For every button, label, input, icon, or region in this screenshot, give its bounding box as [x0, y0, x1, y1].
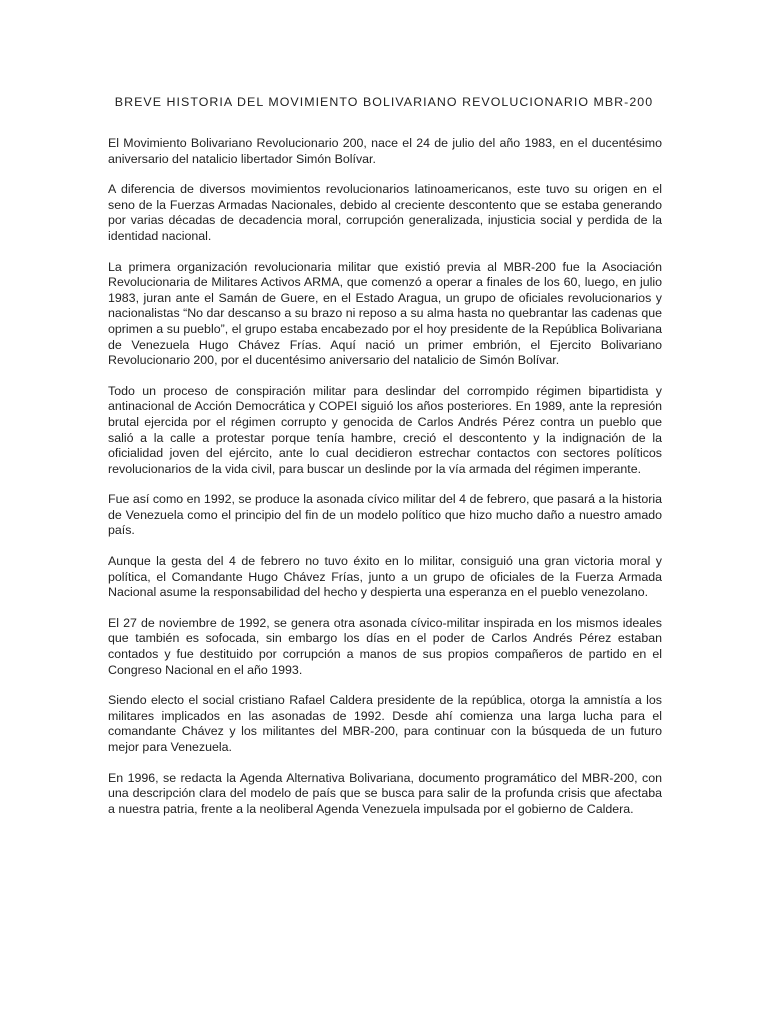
paragraph-origin: A diferencia de diversos movimientos revolucionarios latinoamericanos, este tuvo su origen en el seno de la Fuerzas Armadas Nacionales, debido al creciente descontento que se estaba generando por varias décadas de decadencia moral, corrupción generalizada, injusticia social y perdida de la identidad nacional.: [108, 182, 662, 243]
paragraph-founding: El Movimiento Bolivariano Revolucionario 200, nace el 24 de julio del año 1983, en el ducentésimo aniversario del natalicio libertador Simón Bolívar.: [108, 136, 662, 166]
paragraph-amnesty: Siendo electo el social cristiano Rafael Caldera presidente de la república, otorga la amnistía a los militares implicados en las asonadas de 1992. Desde ahí comienza una larga lucha para el comandante Chávez y los militantes del MBR-200, para continuar con la búsqueda de un futuro mejor para Venezuela.: [108, 693, 662, 754]
paragraph-arma: La primera organización revolucionaria militar que existió previa al MBR-200 fue la Asociación Revolucionaria de Militares Activos ARMA, que comenzó a operar a finales de los 60, luego, en julio 1983, juran ante el Samán de Guere, en el Estado Aragua, un grupo de oficiales revolucionarios y nacionalistas “No dar descanso a su brazo ni reposo a su alma hasta no quebrantar las cadenas que oprimen a su pueblo”, el grupo estaba encabezado por el hoy presidente de la República Bolivariana de Venezuela Hugo Chávez Frías. Aquí nació un primer embrión, el Ejercito Bolivariano Revolucionario 200, por el ducentésimo aniversario del natalicio de Simón Bolívar.: [108, 259, 662, 368]
paragraph-moral-victory: Aunque la gesta del 4 de febrero no tuvo éxito en lo militar, consiguió una gran victoria moral y política, el Comandante Hugo Chávez Frías, junto a un grupo de oficiales de la Fuerza Armada Nacional asume la responsabilidad del hecho y despierta una esperanza en el pueblo venezolano.: [108, 554, 662, 600]
document-body: [108, 136, 662, 832]
document-title: BREVE HISTORIA DEL MOVIMIENTO BOLIVARIANO REVOLUCIONARIO MBR-200: [114, 95, 654, 109]
paragraph-1992-november: El 27 de noviembre de 1992, se genera otra asonada cívico-militar inspirada en los mismos ideales que también es sofocada, sin embargo los días en el poder de Carlos Andrés Pérez estaban contados y fue destituido por corrupción a manos de sus propios compañeros de partido en el Congreso Nacional en el año 1993.: [108, 615, 662, 677]
paragraph-conspiracy: Todo un proceso de conspiración militar para deslindar del corrompido régimen bipartidista y antinacional de Acción Democrática y COPEI siguió los años posteriores. En 1989, ante la represión brutal ejercida por el régimen corrupto y genocida de Carlos Andrés Pérez contra un pueblo que salió a la calle a protestar porque tenía hambre, creció el descontento y la indignación de la oficialidad joven del ejército, ante lo cual decidieron estrechar contactos con sectores políticos revolucionarios de la vida civil, para buscar un deslinde por la vía armada del régimen imperante.: [108, 383, 662, 476]
paragraph-agenda-1996: En 1996, se redacta la Agenda Alternativa Bolivariana, documento programático del MBR-200, con una descripción clara del modelo de país que se busca para salir de la profunda crisis que afectaba a nuestra patria, frente a la neoliberal Agenda Venezuela impulsada por el gobierno de Caldera.: [108, 770, 662, 816]
paragraph-1992-february: Fue así como en 1992, se produce la asonada cívico militar del 4 de febrero, que pasará a la historia de Venezuela como el principio del fin de un modelo político que hizo mucho daño a nuestro amado país.: [108, 492, 662, 538]
